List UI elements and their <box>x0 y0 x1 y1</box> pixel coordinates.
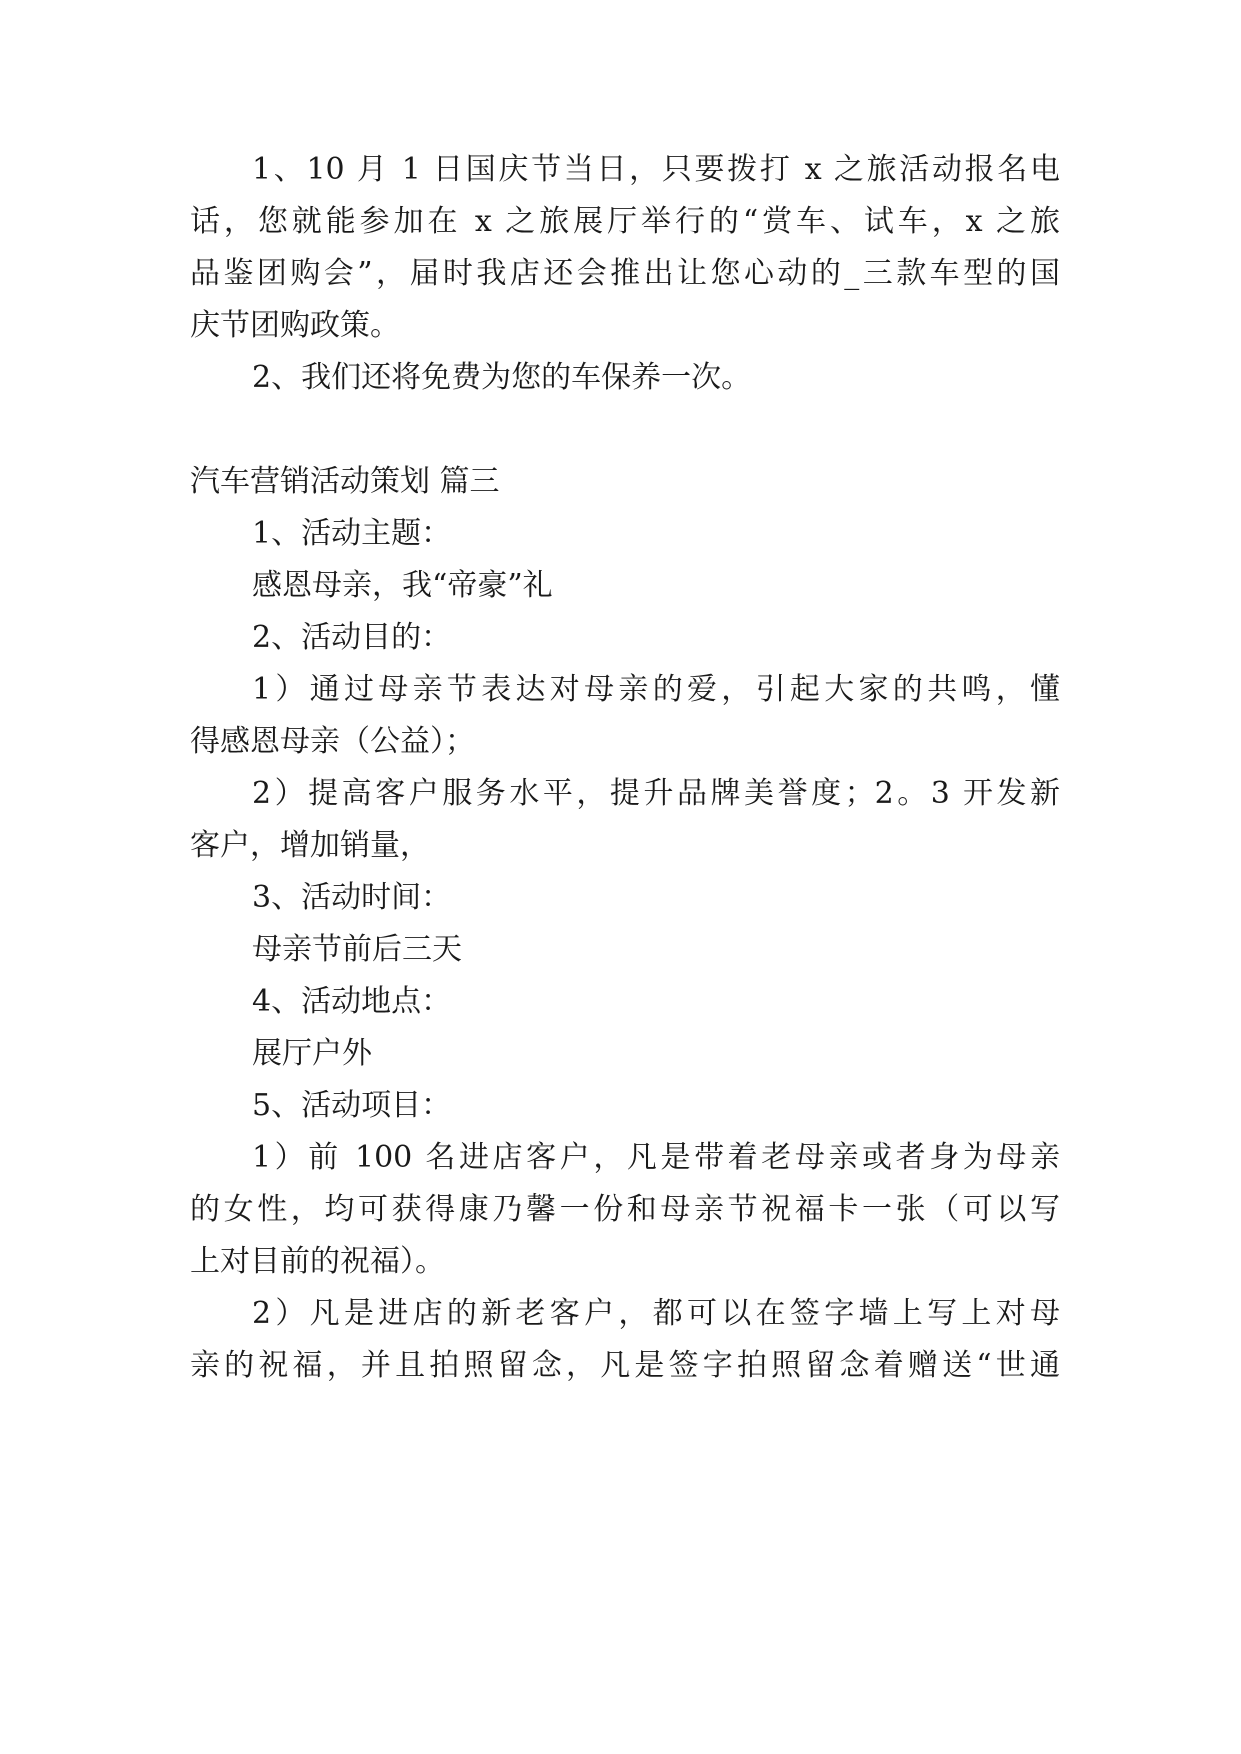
paragraph-line: 1、10 月 1 日国庆节当日，只要拨打 x 之旅活动报名电 <box>252 152 1060 187</box>
paragraph-line: 客户，增加销量， <box>190 828 430 863</box>
paragraph-line: 1）通过母亲节表达对母亲的爱，引起大家的共鸣，懂 <box>252 672 1060 707</box>
paragraph-line: 的女性，均可获得康乃馨一份和母亲节祝福卡一张（可以写 <box>190 1192 1060 1227</box>
paragraph-line: 得感恩母亲（公益）； <box>190 724 475 759</box>
list-item: 2、活动目的： <box>252 620 452 655</box>
paragraph-line: 2）提高客户服务水平，提升品牌美誉度；2。3 开发新 <box>252 776 1060 811</box>
paragraph-line: 2）凡是进店的新老客户，都可以在签字墙上写上对母 <box>252 1296 1060 1331</box>
paragraph-line: 母亲节前后三天 <box>252 932 462 967</box>
paragraph-line: 感恩母亲，我“帝豪”礼 <box>252 568 553 603</box>
paragraph-line: 品鉴团购会”，届时我店还会推出让您心动的_三款车型的国 <box>190 256 1060 291</box>
paragraph-line: 展厅户外 <box>252 1036 372 1071</box>
list-item: 1、活动主题： <box>252 516 452 551</box>
paragraph-line: 2、我们还将免费为您的车保养一次。 <box>252 360 752 395</box>
list-item: 4、活动地点： <box>252 984 452 1019</box>
paragraph-line: 庆节团购政策。 <box>190 308 400 343</box>
paragraph-line: 话，您就能参加在 x 之旅展厅举行的“赏车、试车，x 之旅 <box>190 204 1060 239</box>
paragraph-line: 上对目前的祝福）。 <box>190 1244 445 1279</box>
list-item: 5、活动项目： <box>252 1088 452 1123</box>
paragraph-line: 亲的祝福，并且拍照留念，凡是签字拍照留念着赠送“世通 <box>190 1348 1060 1383</box>
paragraph-line: 1）前 100 名进店客户，凡是带着老母亲或者身为母亲 <box>252 1140 1060 1175</box>
section-heading: 汽车营销活动策划 篇三 <box>190 464 500 499</box>
list-item: 3、活动时间： <box>252 880 452 915</box>
